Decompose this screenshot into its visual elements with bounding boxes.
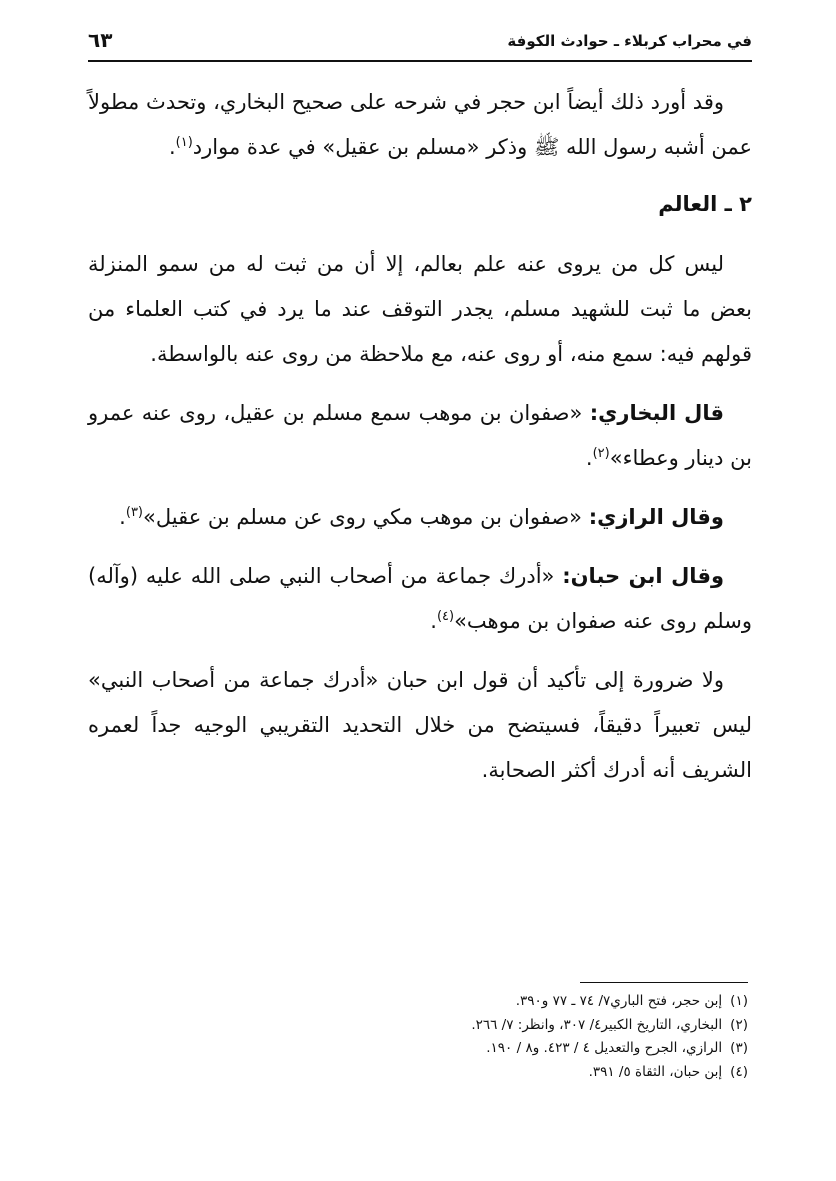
footnote-number: (٢) [730, 1016, 748, 1033]
paragraph-text: وقد أورد ذلك أيضاً ابن حجر في شرحه على صحيح البخاري، وتحدث مطولاً عمن أشبه رسول الله ﷺ وذكر «مسلم بن عقيل» في عدة موارد [88, 90, 752, 159]
footnote [300, 1014, 748, 1038]
paragraph-text: ليس كل من يروى عنه علم بعالم، إلا أن من ثبت له من سمو المنزلة بعض ما ثبت للشهيد مسلم، يجدر التوقف عند ما يرد في كتب العلماء من قولهم فيه: سمع منه، أو روى عنه، مع ملاحظة من روى عنه بالواسطة. [88, 252, 752, 366]
page-header [88, 26, 752, 62]
paragraph-text: «صفوان بن موهب مكي روى عن مسلم بن عقيل» [143, 505, 589, 529]
footnote-text: الرازي، الجرح والتعديل ٤ / ٤٢٣. و٨ / ١٩٠. [486, 1040, 723, 1056]
paragraph [88, 658, 752, 793]
paragraph-text: ولا ضرورة إلى تأكيد أن قول ابن حبان «أدرك جماعة من أصحاب النبي» ليس تعبيراً دقيقاً، فسيتضح من خلال التحديد التقريبي الوجيه جداً لعمره الشريف أنه أدرك أكثر الصحابة. [88, 668, 752, 782]
punctuation: . [119, 505, 126, 529]
quote-paragraph [88, 554, 752, 644]
quote-paragraph [88, 495, 752, 540]
footnote-text: إبن حبان، الثقاة ٥/ ٣٩١. [588, 1063, 723, 1080]
footnote-ref[interactable]: (٤) [436, 609, 455, 624]
footnote-text: إبن حجر، فتح الباري٧/ ٧٤ ـ ٧٧ و٣٩٠. [515, 993, 723, 1009]
section-heading: ٢ ـ العالم [658, 192, 752, 216]
paragraph [88, 242, 752, 377]
footnote [300, 1061, 748, 1085]
page-body [88, 80, 752, 807]
punctuation: . [430, 609, 437, 633]
footnote-number: (٤) [730, 1063, 748, 1080]
footnote [300, 990, 748, 1014]
quote-source: قال البخاري: [589, 401, 724, 425]
paragraph-text: «صفوان بن موهب سمع مسلم بن عقيل، روى عنه عمرو بن دينار وعطاء» [88, 401, 752, 470]
footnote-text: البخاري، التاريخ الكبير٤/ ٣٠٧، وانظر: ٧/ ٢٦٦. [471, 1016, 723, 1033]
running-title: في محراب كربلاء ـ حوادث الكوفة [507, 32, 752, 50]
footnote-ref[interactable]: (٣) [125, 505, 143, 520]
quote-source: وقال ابن حبان: [562, 564, 724, 588]
quote-paragraph [88, 391, 752, 481]
footnote-ref[interactable]: (٢) [592, 446, 610, 461]
page-number: ٦٣ [88, 28, 113, 52]
quote-source: وقال الرازي: [588, 505, 724, 529]
footnote-number: (٣) [730, 1040, 748, 1056]
punctuation: . [168, 135, 176, 159]
paragraph [88, 80, 752, 170]
footnote-number: (١) [730, 993, 748, 1009]
footnote-divider [580, 982, 748, 983]
footnote-ref[interactable]: (١) [175, 135, 193, 150]
punctuation: . [585, 446, 593, 470]
footnotes [300, 990, 748, 1084]
footnote [300, 1037, 748, 1061]
paragraph-text: «أدرك جماعة من أصحاب النبي صلى الله عليه (وآله) وسلم روى عنه صفوان بن موهب» [88, 564, 752, 633]
